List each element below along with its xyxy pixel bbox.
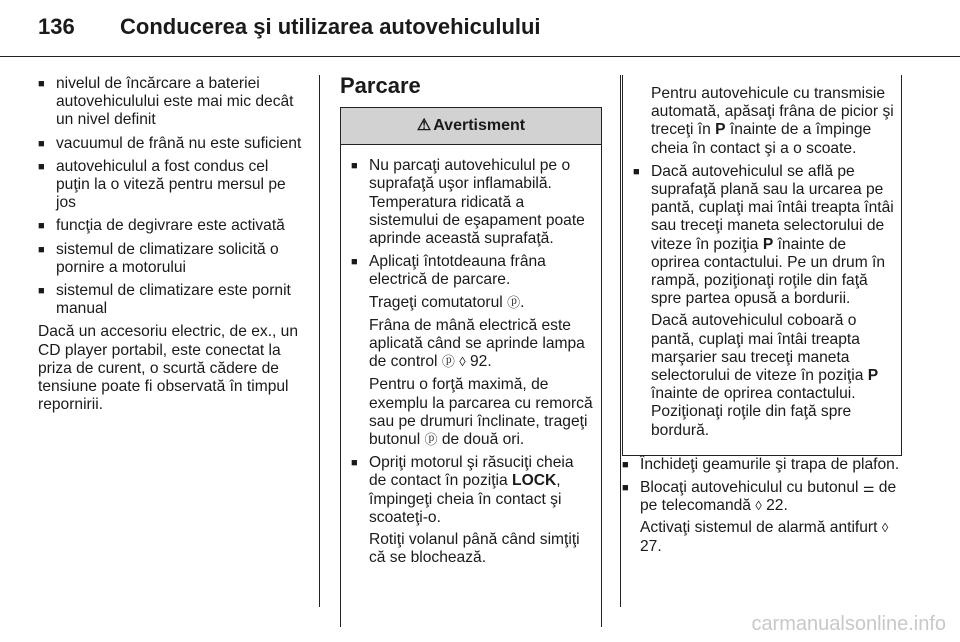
column-divider [620,75,621,607]
list-item: ■ Aplicaţi întotdeauna frâna electrică de parcare. Trageţi comutatorul ⓟ. Frâna de mână electrică este aplicată când se aprinde lampa de control ⓟ ◊ 92. Pentru o forţă maximă, de exemplu la parcarea cu remorcă sau pe drumuri înclinate, trageţi butonul ⓟ de două ori. [351,253,593,449]
list-item: ■ sistemul de climatizare este pornit manual [38,282,304,318]
warning-triangle-icon: ⚠ [416,117,432,135]
parking-brake-icon: ⓟ [507,294,521,310]
list-item: ■ Închideţi geamurile şi trapa de plafon. [622,456,902,474]
lock-button-icon: ⚌ [862,480,875,496]
list-item: ■ funcţia de degivrare este activată [38,217,304,235]
column-divider [319,75,320,607]
page-header [38,14,541,54]
parking-brake-icon: ⓟ [424,432,438,448]
warning-label: Avertisment [433,117,526,135]
body-paragraph: Dacă un accesoriu electric, de ex., un CD player portabil, este conectat la priza de curent, o scurtă cădere de tensiune poate fi observată în timpul repornirii. [38,323,299,414]
page-title: Conducerea şi utilizarea autovehiculului [120,14,541,39]
warning-header [341,108,601,145]
list-item: ■ sistemul de climatizare solicită o pornire a motorului [38,241,304,277]
list-item: ■ Opriţi motorul şi răsuciţi cheia de contact în poziţia LOCK, împingeţi cheia în contact şi scoateţi-o. Rotiţi volanul până când simţiţi că se blochează. [351,454,593,567]
list-item: ■ Nu parcaţi autovehiculul pe o suprafaţă uşor inflamabilă. Temperatura ridicată a sistemului de eşapament poate aprinde această suprafaţă. [351,157,593,248]
list-item: ■ vacuumul de frână nu este suficient [38,135,304,153]
warning-box [340,107,602,627]
column-1 [38,75,304,419]
column-3 [622,75,902,561]
parking-brake-icon: ⓟ [441,354,455,370]
warning-box-continued: Pentru autovehicule cu transmisie automată, apăsaţi frâna de picior şi treceţi în P înainte de a împinge cheia în contact şi a o scoate. ■ Dacă autovehiculul se află pe suprafaţă plană sau la urcarea pe pantă, cuplaţi mai întâi treapta întâi sau treceţi maneta selectorului de viteze în poziţia P înainte de oprirea contactului. Pe un drum în rampă, poziţionaţi roţile din faţă spre partea opusă a bordurii. Dacă autovehiculul coboară o pantă, cuplaţi mai întâi treapta marşarier sau treceţi maneta selectorului de viteze în poziţia P înainte de oprirea contactului. Poziţionaţi roţile din faţă spre bordură. [622,75,902,456]
header-rule [0,56,960,57]
watermark: carmanualsonline.info [751,613,946,635]
page-reference-icon: ◊ [755,498,762,514]
list-item: ■ Blocaţi autovehiculul cu butonul ⚌ de pe telecomandă ◊ 22. Activaţi sistemul de alarmă antifurt ◊ 27. [622,479,902,556]
section-title: Parcare [340,73,421,98]
page-number: 136 [38,14,75,39]
list-item: ■ nivelul de încărcare a bateriei autovehiculului este mai mic decât un nivel definit [38,75,304,130]
page-reference-icon: ◊ [881,520,889,536]
list-item: ■ Dacă autovehiculul se află pe suprafaţă plană sau la urcarea pe pantă, cuplaţi mai întâi treapta întâi sau treceţi maneta selectorului de viteze în poziţia P înainte de oprirea contactului. Pe un drum în rampă, poziţionaţi roţile din faţă spre partea opusă a bordurii. Dacă autovehiculul coboară o pantă, cuplaţi mai întâi treapta marşarier sau treceţi maneta selectorului de viteze în poziţia P înainte de oprirea contactului. Poziţionaţi roţile din faţă spre bordură. [633,163,895,440]
list-item: ■ autovehiculul a fost condus cel puţin la o viteză pentru mersul pe jos [38,158,304,213]
page-reference-icon: ◊ [459,354,466,370]
condition-list [38,75,304,318]
page-reference: 92. [469,353,492,371]
column-2 [340,75,602,627]
